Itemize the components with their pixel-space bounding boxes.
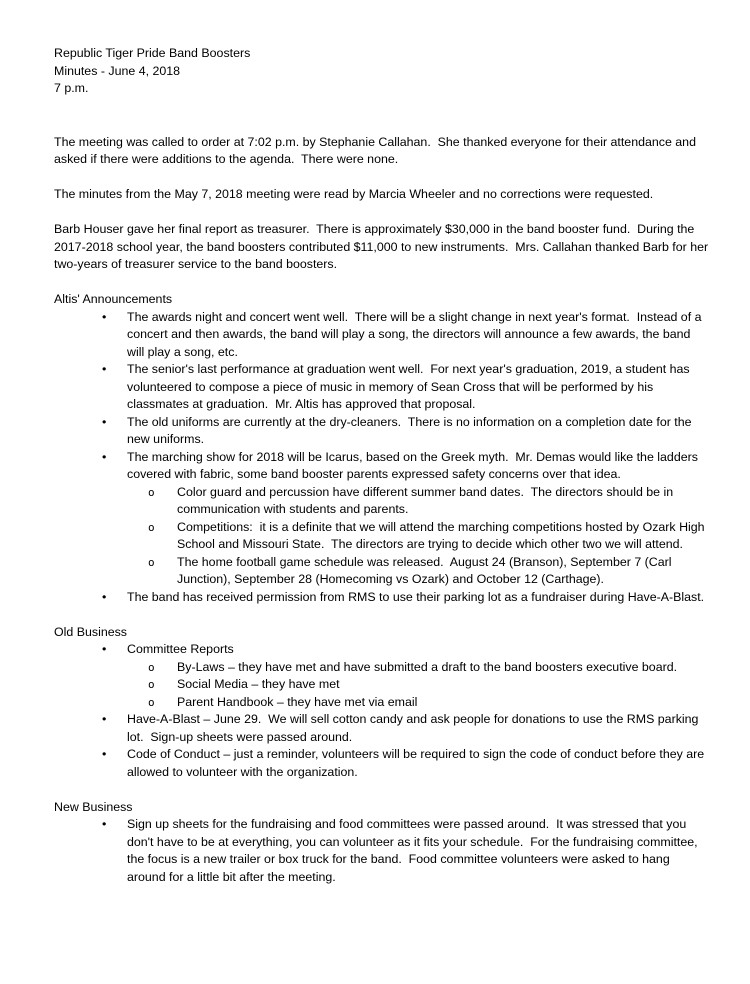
list-item xyxy=(127,659,710,677)
circle-bullet-icon: o xyxy=(148,485,155,499)
list-item xyxy=(54,449,710,589)
list-item xyxy=(54,414,710,449)
list-item-text: The senior's last performance at graduation went well. For next year's graduation, 2019, a student has volunteered to compose a piece of music in memory of Sean Cross that will be performed by his classmates at graduation. Mr. Altis has approved that proposal. xyxy=(127,362,694,411)
bullet-icon: • xyxy=(102,642,107,656)
list-item xyxy=(127,694,710,712)
section-old-business xyxy=(54,624,710,782)
doc-subtitle-date: Minutes - June 4, 2018 xyxy=(54,63,181,78)
bullet-icon: • xyxy=(102,309,107,324)
list-item xyxy=(54,711,710,746)
list-item xyxy=(127,676,710,694)
sub-bullet-list xyxy=(127,659,710,712)
doc-title-block xyxy=(54,45,710,98)
list-item-text: Parent Handbook – they have met via email xyxy=(177,694,418,709)
list-item xyxy=(54,589,710,607)
doc-title: Republic Tiger Pride Band Boosters xyxy=(54,46,251,60)
circle-bullet-icon: o xyxy=(148,695,155,709)
list-item xyxy=(127,554,710,589)
section-title-new-business: New Business xyxy=(54,799,133,814)
paragraph-treasurer-report: Barb Houser gave her final report as treasurer. There is approximately $30,000 in the band booster fund. During the 2017-2018 school year, the band boosters contributed $11,000 to new instruments. Mrs. Callahan thanked Barb for her two-years of treasurer service to the band boosters. xyxy=(54,222,712,271)
list-item-text: Color guard and percussion have different summer band dates. The directors should be in communication with students and parents. xyxy=(177,484,677,516)
bullet-list-old-business xyxy=(54,641,710,781)
bullet-icon: • xyxy=(102,712,107,726)
list-item xyxy=(54,746,710,781)
circle-bullet-icon: o xyxy=(148,555,155,569)
list-item-text: Committee Reports xyxy=(127,642,234,656)
section-new-business xyxy=(54,799,710,887)
list-item xyxy=(54,816,710,886)
bullet-icon: • xyxy=(102,449,107,464)
sub-bullet-list xyxy=(127,484,710,589)
doc-subtitle-time: 7 p.m. xyxy=(54,81,89,95)
list-item-text: Have-A-Blast – June 29. We will sell cotton candy and ask people for donations to use the RMS parking lot. Sign-up sheets were passed around. xyxy=(127,712,702,744)
list-item-text: By-Laws – they have met and have submitted a draft to the band boosters executive board. xyxy=(177,659,678,674)
bullet-icon: • xyxy=(102,589,107,604)
bullet-icon: • xyxy=(102,414,107,429)
bullet-list-new-business xyxy=(54,816,710,886)
paragraph-minutes-read: The minutes from the May 7, 2018 meeting were read by Marcia Wheeler and no corrections were requested. xyxy=(54,187,654,201)
circle-bullet-icon: o xyxy=(148,520,155,534)
circle-bullet-icon: o xyxy=(148,660,155,674)
list-item xyxy=(127,519,710,554)
list-item-text: Code of Conduct – just a reminder, volunteers will be required to sign the code of conduct before they are allowed to volunteer with the organization. xyxy=(127,747,708,779)
list-item-text: The band has received permission from RMS to use their parking lot as a fundraiser during Have-A-Blast. xyxy=(127,589,705,604)
circle-bullet-icon: o xyxy=(148,678,155,691)
bullet-icon: • xyxy=(102,747,107,761)
list-item-text: The marching show for 2018 will be Icarus, based on the Greek myth. Mr. Demas would like the ladders covered with fabric, some band booster parents expressed safety concerns over that idea. xyxy=(127,449,702,481)
list-item xyxy=(54,309,710,362)
list-item xyxy=(54,361,710,414)
list-item-text: The old uniforms are currently at the dry-cleaners. There is no information on a completion date for the new uniforms. xyxy=(127,414,695,446)
paragraph-call-to-order: The meeting was called to order at 7:02 p.m. by Stephanie Callahan. She thanked everyone for their attendance and asked if there were additions to the agenda. There were none. xyxy=(54,134,700,166)
list-item-text: Social Media – they have met xyxy=(177,677,340,691)
section-title-altis-announcements: Altis' Announcements xyxy=(54,292,173,306)
section-altis-announcements xyxy=(54,291,710,606)
list-item-text: The home football game schedule was released. August 24 (Branson), September 7 (Carl Junction), September 28 (Homecoming vs Ozark) and October 12 (Carthage). xyxy=(177,554,675,586)
bullet-icon: • xyxy=(102,362,107,376)
bullet-list-altis-announcements xyxy=(54,309,710,607)
list-item xyxy=(54,641,710,711)
bullet-icon: • xyxy=(102,817,107,831)
list-item-text: Sign up sheets for the fundraising and food committees were passed around. It was stressed that you don't have to be at everything, you can volunteer as it fits your schedule. For the fundraising committee, the focus is a new trailer or box truck for the band. Food committee volunteers were asked to hang around for a little bit after the meeting. xyxy=(127,817,702,884)
section-title-old-business: Old Business xyxy=(54,624,128,639)
list-item xyxy=(127,484,710,519)
list-item-text: The awards night and concert went well. There will be a slight change in next year's format. Instead of a concert and then awards, the band will play a song, the directors will announce a few awards, the band will play a song, etc. xyxy=(127,309,705,359)
list-item-text: Competitions: it is a definite that we will attend the marching competitions hosted by Ozark High School and Missouri State. The directors are trying to decide which other two we will attend. xyxy=(177,519,708,551)
